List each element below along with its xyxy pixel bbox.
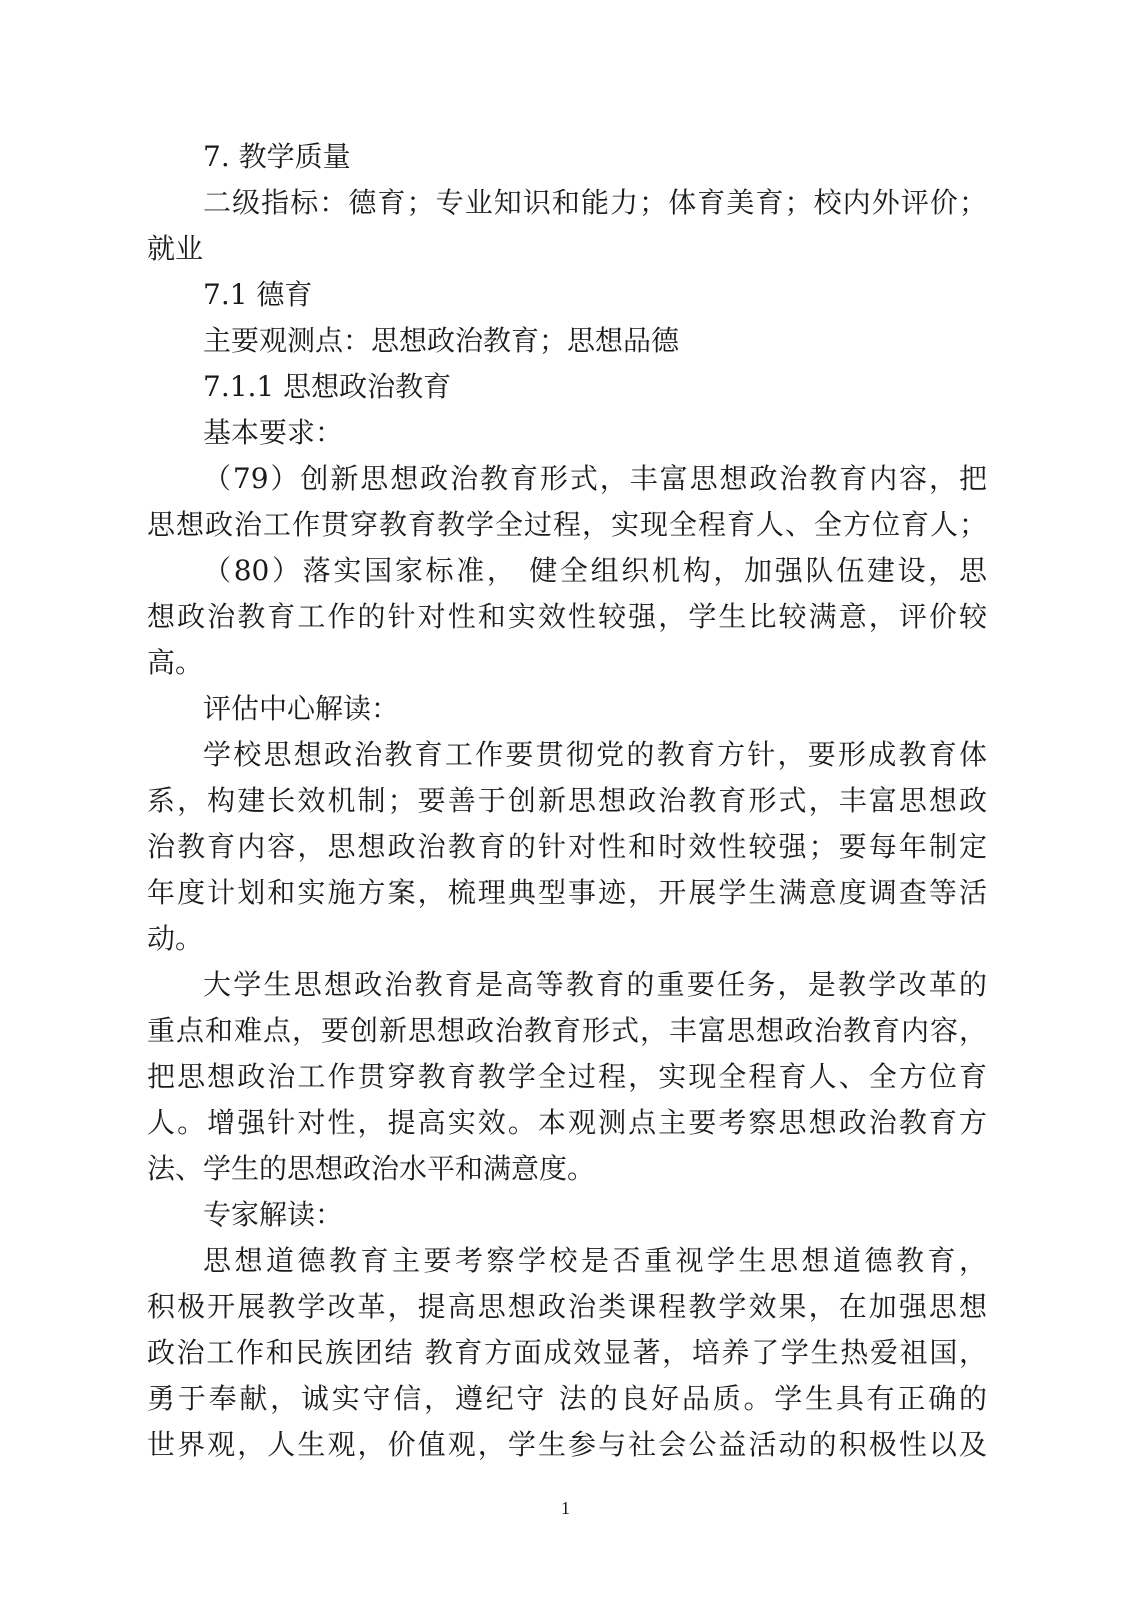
page-number: 1 [561,1498,570,1518]
evaluation-paragraph-line: 系，构建长效机制；要善于创新思想政治教育形式，丰富思想政 [147,784,987,817]
expert-paragraph-line: 积极开展教学改革，提高思想政治类课程教学效果，在加强思想 [147,1290,987,1323]
basic-requirements-label: 基本要求： [203,416,344,449]
requirement-80-line: 想政治教育工作的针对性和实效性较强，学生比较满意，评价较 [147,600,987,633]
item-heading: 7.1.1 思想政治教育 [203,370,452,403]
evaluation-paragraph-line: 重点和难点，要创新思想政治教育形式，丰富思想政治教育内容， [147,1014,987,1047]
expert-paragraph-line: 勇于奉献，诚实守信，遵纪守 法的良好品质。学生具有正确的 [147,1382,987,1415]
requirement-80-line: （80）落实国家标准， 健全组织机构，加强队伍建设，思 [203,554,987,587]
evaluation-paragraph-line: 年度计划和实施方案，梳理典型事迹，开展学生满意度调查等活 [147,876,987,909]
evaluation-paragraph-line: 动。 [147,922,204,955]
requirement-80-line: 高。 [147,646,204,679]
evaluation-paragraph-line: 人。增强针对性，提高实效。本观测点主要考察思想政治教育方 [147,1106,987,1139]
expert-paragraph-line: 思想道德教育主要考察学校是否重视学生思想道德教育， [203,1244,987,1277]
evaluation-paragraph-line: 法、学生的思想政治水平和满意度。 [147,1152,596,1185]
expert-paragraph-line: 政治工作和民族团结 教育方面成效显著，培养了学生热爱祖国， [147,1336,987,1369]
subsection-heading: 7.1 德育 [203,278,313,311]
evaluation-paragraph-line: 大学生思想政治教育是高等教育的重要任务，是教学改革的 [203,968,987,1001]
section-heading: 7. 教学质量 [203,140,351,173]
requirement-79-line: 思想政治工作贯穿教育教学全过程，实现全程育人、全方位育人； [147,508,987,541]
evaluation-paragraph-line: 治教育内容，思想政治教育的针对性和时效性较强；要每年制定 [147,830,987,863]
main-observation-points: 主要观测点：思想政治教育；思想品德 [203,324,680,357]
secondary-indicators-line: 就业 [147,232,204,265]
expert-label: 专家解读： [203,1198,344,1231]
evaluation-paragraph-line: 把思想政治工作贯穿教育教学全过程，实现全程育人、全方位育 [147,1060,987,1093]
expert-paragraph-line: 世界观，人生观，价值观，学生参与社会公益活动的积极性以及 [147,1428,987,1461]
evaluation-center-label: 评估中心解读： [203,692,400,725]
secondary-indicators-line: 二级指标：德育；专业知识和能力；体育美育；校内外评价； [203,186,987,219]
requirement-79-line: （79）创新思想政治教育形式，丰富思想政治教育内容，把 [203,462,987,495]
evaluation-paragraph-line: 学校思想政治教育工作要贯彻党的教育方针，要形成教育体 [203,738,987,771]
